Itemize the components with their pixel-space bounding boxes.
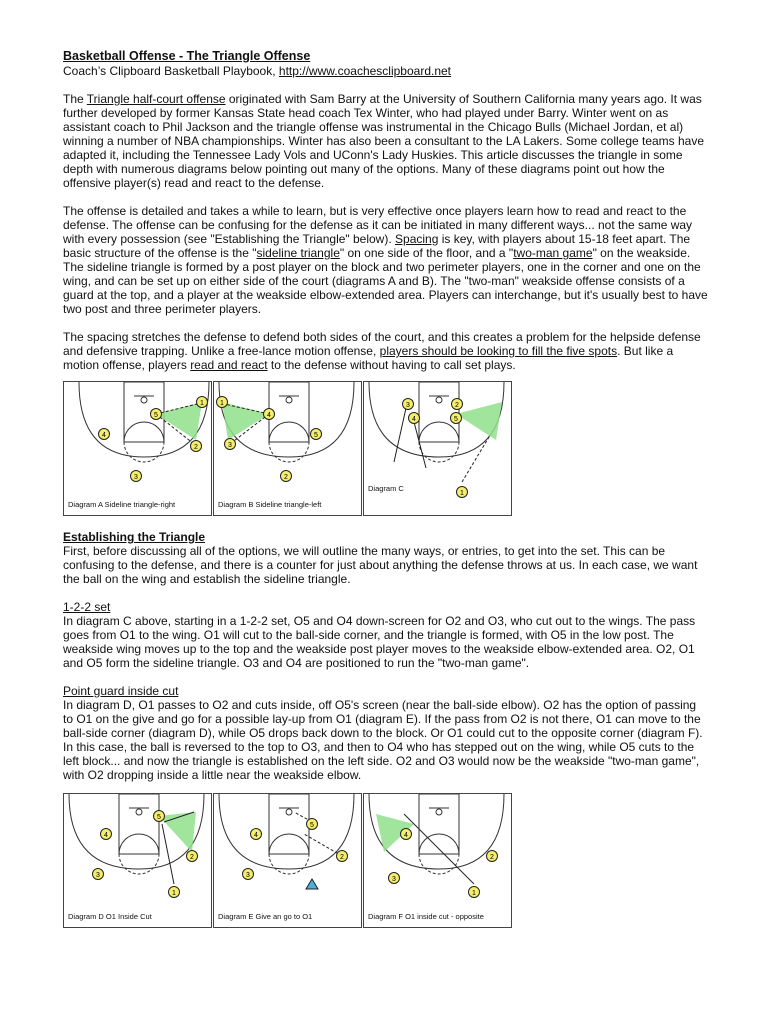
triangle-offense-link[interactable]: Triangle half-court offense (86, 92, 226, 106)
svg-text:5: 5 (310, 822, 314, 829)
page-title: Basketball Offense - The Triangle Offense (63, 49, 311, 63)
pg-inside-text: In diagram D, O1 passes to O2 and cuts inside, off O5's screen (near the ball-side elbow). O2 has the option of passing to O1 on the give and go for a possible lay-up from O1 (diagram E). If the pass from O2 is not there, O1 can move to the ball-side corner (diagram D), while O5 drops back down to the block. Or O1 could cut to the opposite corner (diagram F). In this case, the ball is reversed to the top to O3, and then to O4 who has stepped out on the wing, while O5 cuts to the left block... and now the triangle is established on the left side. O2 and O3 would now be the weakside "two-man game", with O2 dropping inside a little near the weakside elbow. (63, 698, 703, 782)
svg-text:1: 1 (172, 890, 176, 897)
diagram-e (213, 793, 362, 928)
source-link[interactable]: http://www.coachesclipboard.net (278, 64, 452, 78)
set-122-heading: 1-2-2 set (63, 600, 111, 614)
diagram-e-caption: Diagram E Give an go to O1 (218, 912, 313, 921)
svg-text:4: 4 (267, 412, 271, 419)
set-122-text: In diagram C above, starting in a 1-2-2 set, O5 and O4 down-screen for O2 and O3, who cut out to the wings. The pass goes from O1 to the wing. O1 will cut to the ball-side corner, and the triangle is formed, with O5 in the low post. The weakside wing moves up to the top and the weakside post player moves to the weakside elbow-extended area. O2, O1 and O5 form the sideline triangle. O3 and O4 are positioned to run the "two-man game". (63, 614, 696, 670)
sideline-triangle-link[interactable]: sideline triangle (256, 246, 340, 260)
diagram-f (363, 793, 512, 928)
diagram-b-caption: Diagram B Sideline triangle-left (218, 500, 322, 509)
svg-text:4: 4 (404, 832, 408, 839)
svg-text:2: 2 (490, 854, 494, 861)
diagram-d-court (64, 794, 213, 929)
diagram-b-court (214, 382, 363, 517)
svg-text:4: 4 (254, 832, 258, 839)
diagram-c-caption: Diagram C (368, 484, 404, 493)
svg-text:1: 1 (472, 890, 476, 897)
diagram-d (63, 793, 212, 928)
svg-text:2: 2 (455, 402, 459, 409)
svg-text:2: 2 (284, 474, 288, 481)
svg-text:5: 5 (154, 412, 158, 419)
two-man-game-link[interactable]: two-man game (513, 246, 593, 260)
svg-text:3: 3 (392, 876, 396, 883)
svg-text:2: 2 (340, 854, 344, 861)
svg-text:4: 4 (102, 432, 106, 439)
svg-text:5: 5 (314, 432, 318, 439)
svg-text:3: 3 (96, 872, 100, 879)
spacing-link[interactable]: Spacing (395, 232, 439, 246)
diagram-e-court (214, 794, 363, 929)
establishing-heading: Establishing the Triangle (63, 530, 206, 544)
source-line: Coach’s Clipboard Basketball Playbook, http://www.coachesclipboard.net (63, 64, 452, 78)
svg-text:3: 3 (228, 442, 232, 449)
diagram-b (213, 381, 362, 516)
fill-spots-link[interactable]: players should be looking to fill the five spots (379, 344, 618, 358)
svg-text:1: 1 (460, 490, 464, 497)
diagram-d-caption: Diagram D O1 Inside Cut (68, 912, 152, 921)
svg-text:1: 1 (220, 400, 224, 407)
diagram-f-caption: Diagram F O1 inside cut - opposite (368, 912, 484, 921)
establishing-section (63, 530, 708, 782)
svg-text:2: 2 (194, 444, 198, 451)
intro-paragraph: The Triangle half-court offense originated with Sam Barry at the University of Southern California many years ago. It was further developed by former Kansas State head coach Tex Winter, who had played under Barry. Winter went on as assistant coach to Phil Jackson and the triangle offense was instrumental in the Chicago Bulls (Michael Jordan, et al) winning a number of NBA championships. Winter has also been a consultant to the LA Lakers. Some college teams have adapted it, including the Tennessee Lady Vols and UConn's Lady Huskies. This article discusses the triangle in some depth with numerous diagrams below pointing out many of the options. Many of these diagrams point out how the offensive player(s) read and react to the defense. (63, 92, 705, 190)
establishing-text: First, before discussing all of the options, we will outline the many ways, or entries, to get into the set. This can be confusing to the defense, and there is a counter for just about anything the defense throws at us. In each case, we want the ball on the wing and establish the sideline triangle. (63, 544, 698, 586)
diagram-c-court (364, 382, 513, 517)
diagram-a-caption: Diagram A Sideline triangle-right (68, 500, 176, 509)
svg-text:4: 4 (412, 416, 416, 423)
diagram-row-1 (63, 381, 513, 516)
read-react-link[interactable]: read and react (190, 358, 268, 372)
svg-text:5: 5 (454, 416, 458, 423)
diagram-f-court (364, 794, 513, 929)
svg-text:3: 3 (406, 402, 410, 409)
diagram-a-court (64, 382, 213, 517)
diagram-c (363, 381, 512, 516)
diagram-row-2 (63, 793, 513, 928)
svg-text:3: 3 (134, 474, 138, 481)
structure-paragraph: The offense is detailed and takes a while to learn, but is very effective once players learn how to read and react to the defense. The offense can be confusing for the defense as it can be initiated in many different ways... not the same way with every possession (see "Establishing the Triangle" below). Spacing is key, with players about 15-18 feet apart. The basic structure of the offense is the "sideline triangle" on one side of the floor, and a "two-man game" on the weakside. The sideline triangle is formed by a post player on the block and two perimeter players, one in the corner and one on the wing, and can be set up on either side of the court (diagrams A and B). The "two-man" weakside offense consists of a guard at the top, and a player at the weakside elbow-extended area. Players can interchange, but it's usually best to have two post and three perimeter players. (63, 204, 708, 316)
svg-text:2: 2 (190, 854, 194, 861)
diagram-a (63, 381, 212, 516)
svg-text:1: 1 (200, 400, 204, 407)
pg-inside-heading: Point guard inside cut (63, 684, 179, 698)
document-body (63, 49, 708, 372)
svg-text:4: 4 (104, 832, 108, 839)
svg-text:3: 3 (246, 872, 250, 879)
spacing-paragraph: The spacing stretches the defense to defend both sides of the court, and this creates a problem for the helpside defense and defensive trapping. Unlike a free-lance motion offense, players should be looking to fill the five spots. But like a motion offense, players read and react to the defense without having to call set plays. (63, 330, 701, 372)
svg-text:5: 5 (157, 814, 161, 821)
